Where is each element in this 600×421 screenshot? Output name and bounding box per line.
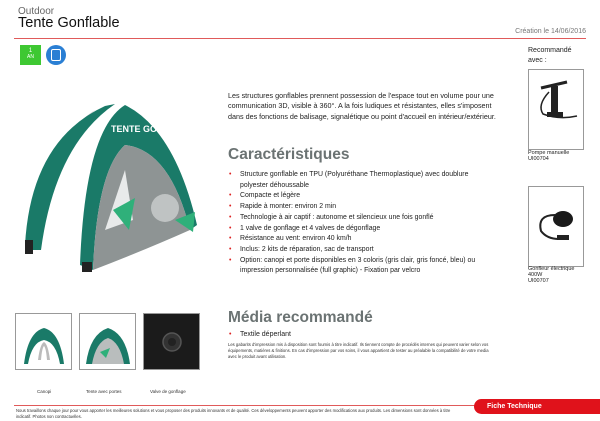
product-caption: Pompe manuelle UI00704 [528, 150, 570, 163]
list-item: • 1 valve de gonflage et 4 valves de dégonflage [228, 224, 498, 235]
clipboard-icon [46, 45, 66, 65]
category-label: Outdoor [18, 6, 55, 17]
thumbnail-caption: Canopi [37, 389, 52, 394]
product-caption: Gonfleur électrique 400W UI00707 [528, 266, 575, 285]
page-title: Tente Gonflable [18, 15, 120, 31]
intro-paragraph: Les structures gonflables prennent possession de l'espace tout en volume pour une communication 3D, visible à 360°. A la fois ludiques et résistantes, elles s'imposent dans des fonctions de balisage, signalétique ou point d'accueil en intérieur/extérieur. [228, 91, 496, 121]
list-item: • Rapide à monter: environ 2 min [228, 202, 498, 213]
characteristics-list [228, 170, 498, 277]
characteristics-heading: Caractéristiques [228, 146, 350, 163]
list-item: • Structure gonflable en TPU (Polyuréthane Thermoplastique) avec doublure polyester déhoussable [228, 170, 498, 191]
warranty-unit: AN [27, 54, 34, 60]
recommended-title: Recommandé avec : [528, 47, 572, 64]
thumbnail-caption: Valve de gonflage [150, 389, 186, 394]
thumbnail-valve [143, 313, 200, 370]
creation-date: Création le 14/06/2016 [515, 28, 586, 35]
list-item: • Compacte et légère [228, 191, 498, 202]
list-item: • Résistance au vent: environ 40 km/h [228, 234, 498, 245]
thumbnail-canopi [15, 313, 72, 370]
product-image-electric-pump [528, 186, 584, 267]
svg-text:TENTE GONFLABLE: TENTE GONFLABLE [111, 124, 199, 134]
product-image-hand-pump [528, 69, 584, 150]
document-type-tag: Fiche Technique [474, 399, 600, 414]
list-item: • Inclus: 2 kits de réparation, sac de transport [228, 245, 498, 256]
media-heading: Média recommandé [228, 309, 373, 326]
warranty-number: 1 [28, 48, 33, 54]
list-item: • Option: canopi et porte disponibles en 3 coloris (gris clair, gris foncé, bleu) ou impression personnalisée (full graphic) - Fixation par velcro [228, 256, 498, 277]
list-item: • Technologie à air captif : autonome et silencieux une fois gonflé [228, 213, 498, 224]
thumbnail-caption: Tente avec portes [86, 389, 122, 394]
warranty-badge [20, 45, 41, 65]
footer-divider [14, 405, 479, 406]
media-item: • Textile déperlant [228, 331, 291, 338]
footer-text: Nous travaillons chaque jour pour vous apporter les meilleures solutions et vous proposer des produits innovants et de qualité. Ces développements peuvent apporter des modifications aux produits. Les dimensions sont données à titre indicatif. Photos non contractuelles. [16, 408, 451, 419]
tent-main-image [25, 90, 215, 295]
media-disclaimer: Les gabarits d'impression mis à disposition sont fournis à titre indicatif. Ils tiennent compte de procédés internes qui peuvent varier selon vos équipements, matières & finitions. En cas d'impression par vos soins, il vous appartient de tester au préalable la compatibilité de votre media avec le produit avant utilisation. [228, 342, 489, 359]
header-divider [14, 38, 586, 39]
thumbnail-tent-with-doors [79, 313, 136, 370]
